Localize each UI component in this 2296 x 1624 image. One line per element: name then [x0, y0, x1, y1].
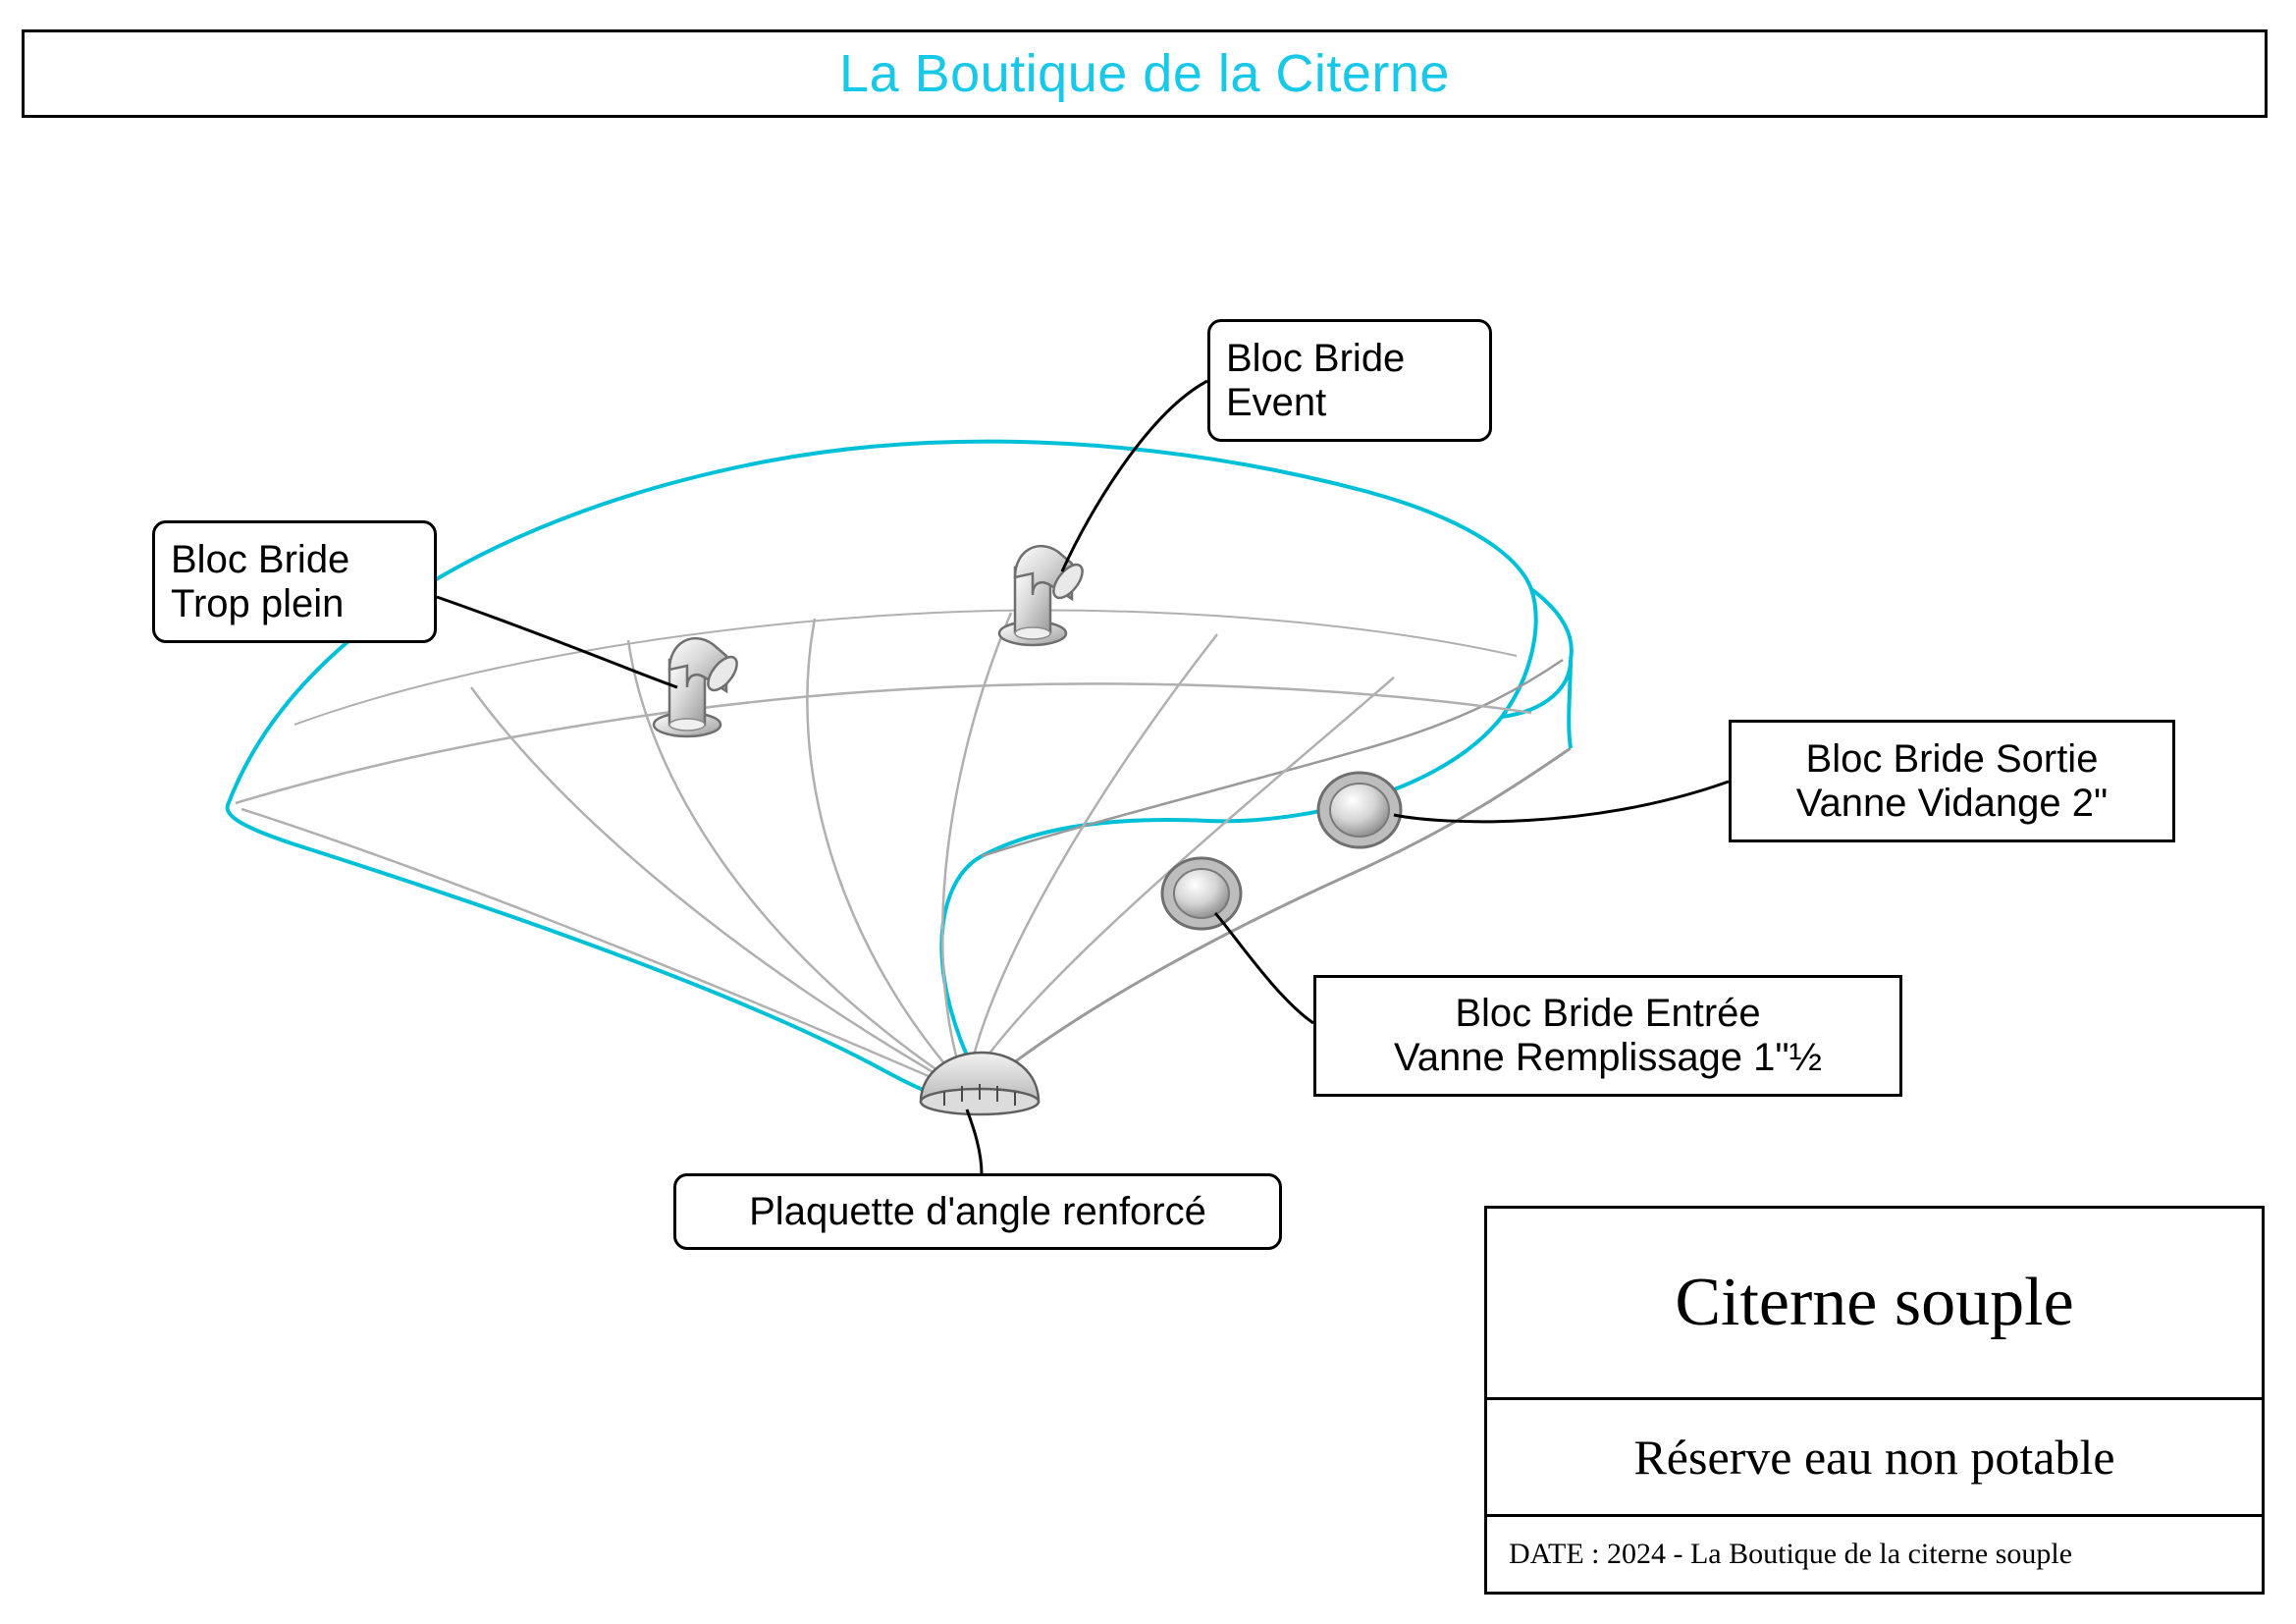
callout-plaquette-line-1: Plaquette d'angle renforcé	[749, 1189, 1206, 1233]
legend-block	[1484, 1206, 2265, 1595]
callout-entree-line-2: Vanne Remplissage 1"½	[1394, 1036, 1822, 1079]
legend-date: DATE : 2024 - La Boutique de la citerne souple	[1509, 1537, 2073, 1570]
legend-subtitle: Réserve eau non potable	[1633, 1429, 2115, 1485]
callout-sortie-line-1: Bloc Bride Sortie	[1805, 736, 2099, 781]
callout-bloc-bride-entree-remplissage[interactable]	[1313, 975, 1902, 1097]
leader-entree	[1215, 913, 1313, 1023]
callout-event-line-1: Bloc Bride	[1226, 336, 1406, 380]
callout-bloc-bride-trop-plein[interactable]	[152, 520, 437, 643]
callout-bloc-bride-sortie-vidange[interactable]	[1729, 720, 2175, 842]
legend-date-row	[1487, 1517, 2262, 1592]
port-entree-remplissage	[1162, 858, 1241, 929]
legend-title-row	[1487, 1209, 2262, 1400]
callout-plaquette-angle-renforce[interactable]	[673, 1173, 1282, 1250]
callout-trop-plein-line-1: Bloc Bride	[171, 537, 350, 581]
legend-subtitle-row	[1487, 1400, 2262, 1517]
callout-event-line-2: Event	[1226, 380, 1327, 424]
leader-plaquette	[967, 1110, 982, 1174]
page-title: La Boutique de la Citerne	[839, 44, 1450, 103]
callout-bloc-bride-event[interactable]	[1207, 319, 1492, 442]
callout-trop-plein-line-2: Trop plein	[171, 581, 345, 625]
callout-sortie-line-2: Vanne Vidange 2"	[1795, 781, 2109, 825]
leader-sortie	[1394, 782, 1729, 822]
legend-title: Citerne souple	[1675, 1264, 2074, 1340]
callout-entree-line-1: Bloc Bride Entrée	[1455, 992, 1761, 1036]
port-sortie-vidange	[1318, 773, 1401, 847]
